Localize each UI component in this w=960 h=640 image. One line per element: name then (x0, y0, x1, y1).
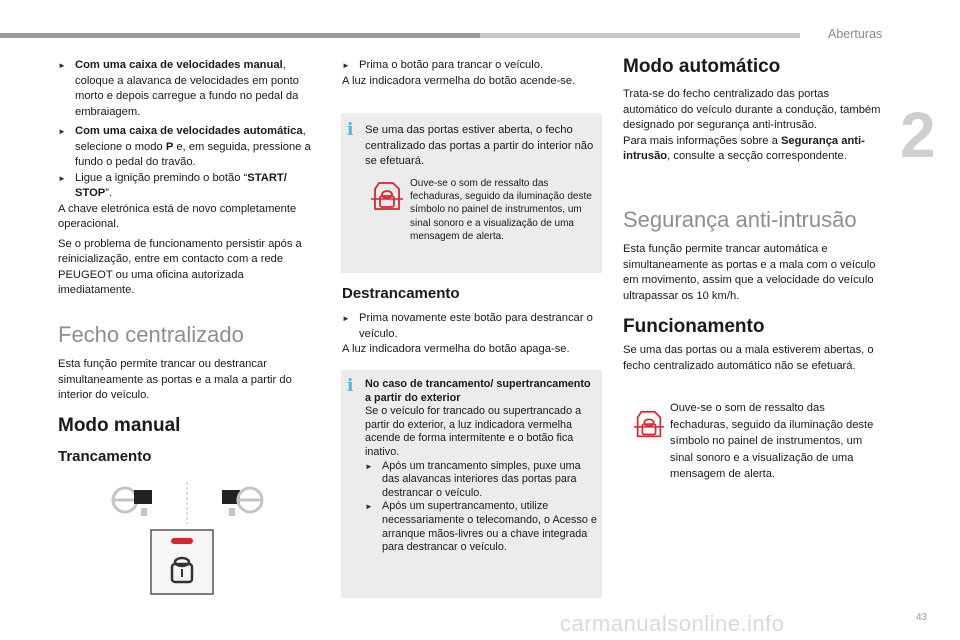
alert-text: Ouve-se o som de ressalto das fechaduras, seguido da iluminação deste símbolo no painel de instrumentos, um sinal sonoro e a visualização de uma mensagem de alerta. (410, 178, 592, 242)
paragraph: Esta função permite trancar ou destrancar simultaneamente as portas e a mala a partir do interior do veículo. (58, 358, 292, 401)
text: , consulte a secção correspondente. (667, 150, 847, 162)
bullet-text: ”. (105, 187, 113, 199)
text: Para mais informações sobre a (623, 134, 781, 147)
unlock-instructions (342, 311, 604, 358)
paragraph (623, 134, 885, 165)
bullet-unlock: ► Prima novamente este botão para destrancar o veículo. (342, 311, 604, 342)
column-left (58, 58, 320, 299)
header-bar (0, 33, 480, 38)
paragraph: Trata-se do fecho centralizado das portas automático do veículo durante a condução, também designado por segurança anti-intrusão. (623, 88, 881, 131)
bullet-bold: Com uma caixa de velocidades automática (75, 125, 303, 137)
heading-destrancamento: Destrancamento (342, 285, 460, 302)
paragraph: A chave eletrónica está de novo completamente operacional. (58, 202, 297, 230)
section-title: Aberturas (828, 27, 883, 41)
info-icon: i (347, 120, 354, 140)
bullet-bold: Com uma caixa de velocidades manual (75, 59, 283, 71)
watermark: carmanualsonline.info (560, 611, 785, 636)
steering-wheel-icon (113, 488, 152, 516)
header-bar-light (480, 33, 800, 38)
paragraph: Se uma das portas ou a mala estiverem abertas, o fecho centralizado automático não se efetuará. (623, 344, 874, 372)
bullet-manual (58, 58, 320, 120)
paragraph: Esta função permite trancar automática e simultaneamente as portas e a mala com o veículo em movimento, assim que a velocidade do veículo ultrapassar os 10 km/h. (623, 243, 876, 302)
bullet-lock: ► Prima o botão para trancar o veículo. (342, 58, 604, 74)
chapter-number: 2 (900, 99, 936, 171)
heading-funcionamento: Funcionamento (623, 316, 765, 337)
bullet-text: e, em seguida, pressione a fundo o pedal do travão. (75, 140, 311, 168)
bullet-text: , selecione o modo (75, 125, 306, 153)
heading-modo-automatico: Modo automático (623, 56, 781, 77)
heading-modo-manual: Modo manual (58, 415, 181, 436)
heading-trancamento: Trancamento (58, 448, 152, 465)
link-text: Segurança anti-intrusão (623, 134, 865, 162)
mode-p: P (165, 140, 174, 153)
paragraph: A luz indicadora vermelha do botão apaga-se. (342, 343, 570, 355)
lock-alert-icon (632, 408, 666, 447)
column-right-intro (623, 87, 885, 165)
steering-wheel-icon (222, 488, 262, 516)
heading-seguranca-anti-intrusao: Segurança anti-intrusão (623, 207, 857, 232)
bullet-simple-lock: ► Após um trancamento simples, puxe uma das alavancas interiores das portas para destrancar o veículo. (365, 460, 597, 501)
lock-button-icon (151, 530, 213, 594)
info-content (365, 378, 597, 555)
bullet-automatic (58, 124, 320, 171)
lock-alert-icon (369, 179, 405, 220)
alert-text: Ouve-se o som de ressalto das fechaduras, seguido da iluminação deste símbolo no painel de instrumentos, um sinal sonoro e a visualização de uma mensagem de alerta. (670, 402, 874, 480)
start-stop-label: START/ STOP (75, 171, 287, 199)
bullet-ignition (58, 171, 320, 202)
paragraph: Se o problema de funcionamento persistir após a reinicialização, entre em contacto com a rede PEUGEOT ou uma oficina autorizada imediatamente. (58, 237, 302, 296)
heading-fecho-centralizado: Fecho centralizado (58, 322, 244, 347)
info-text: Se o veículo for trancado ou supertrancado a partir do exterior, a luz indicadora vermelha acende de forma intermitente e o botão fica inativo. (365, 405, 582, 458)
info-icon: i (347, 376, 354, 396)
info-box-exterior-lock (341, 370, 602, 598)
info-box-door-open (341, 113, 602, 273)
column-middle (342, 58, 604, 89)
bullet-text: Ligue a ignição premindo o botão “ (75, 171, 248, 184)
page-number: 43 (916, 612, 928, 623)
bullet-super-lock: ► Após um supertrancamento, utilize necessariamente o telecomando, o Acesso e arranque mãos-livres ou a chave integrada para destrancar o veículo. (365, 500, 597, 554)
lock-button-illustration (105, 478, 275, 598)
bullet-text: , coloque a alavanca de velocidades em ponto morto e depois carregue a fundo no pedal da embraiagem. (75, 59, 299, 118)
info-title: No caso de trancamento/ supertrancamento a partir do exterior (365, 378, 591, 404)
dashboard-illustration (105, 478, 275, 598)
paragraph: A luz indicadora vermelha do botão acende-se. (342, 74, 576, 87)
info-text: Se uma das portas estiver aberta, o fecho centralizado das portas a partir do interior não se efetuará. (365, 124, 594, 167)
